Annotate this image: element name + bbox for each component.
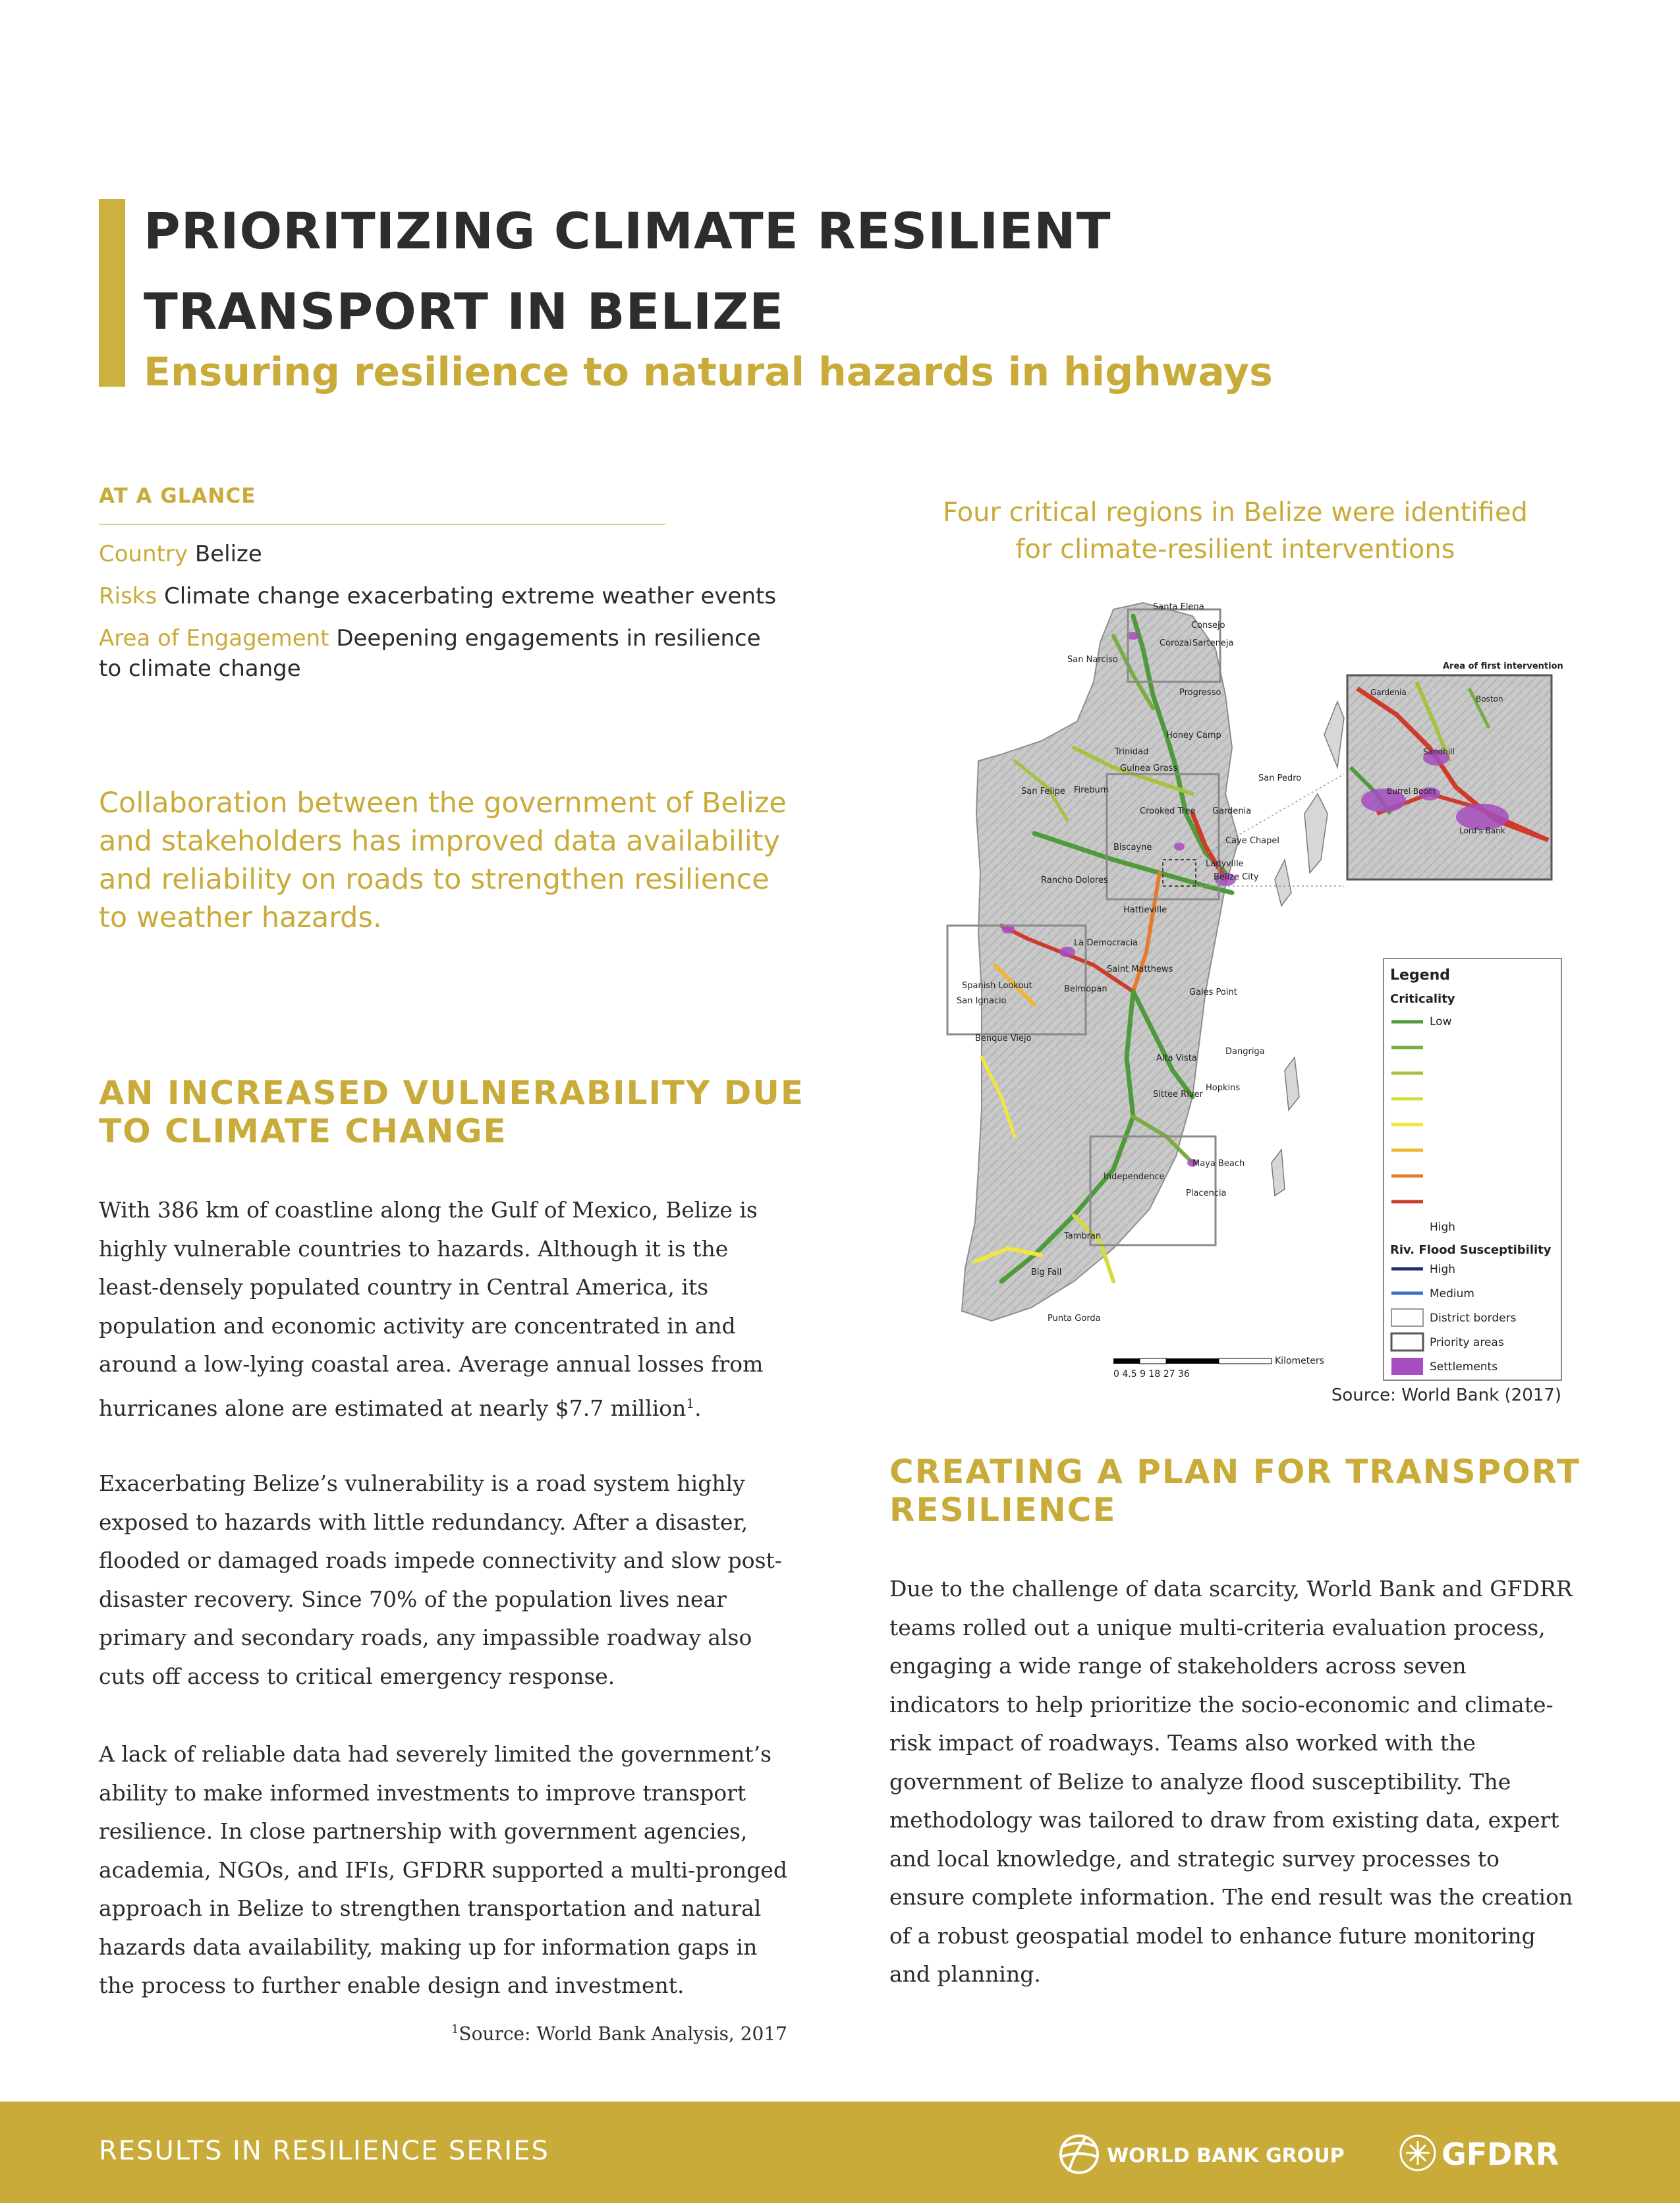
place-label: San Pedro — [1258, 773, 1302, 783]
callout-quote: Collaboration between the government of Belize and stakeholders has improved data availability and reliability on roads to strengthen resilience to weather hazards. — [99, 787, 787, 934]
glance-row-engagement — [99, 623, 777, 684]
section2-paragraph-1: Due to the challenge of data scarcity, World Bank and GFDRR teams rolled out a unique multi-criteria evaluation process, engaging a wide range of stakeholders across seven indicators to help prioritize the socio-economic and climate-risk impact of roadways. Teams also worked with the government of Belize to analyze flood susceptibility. The methodology was tailored to draw from existing data, expert and local knowledge, and strategic survey processes to ensure complete information. The end result was the creation of a robust geospatial model to enhance future monitoring and planning. — [889, 1576, 1573, 1987]
inset-place-label: Burrel Boom — [1387, 787, 1436, 796]
paragraph-text: With 386 km of coastline along the Gulf of Mexico, Belize is highly vulnerable countries to hazards. Although it is the least-densely populated country in Central America, its population and economic activity are concentrated in and around a low-lying coastal area. Average annual losses from hurricanes alone are estimated at nearly $7.7 million — [99, 1197, 764, 1421]
place-label: Biscayne — [1113, 843, 1152, 852]
section-heading-plan: CREATING A PLAN FOR TRANSPORT RESILIENCE — [889, 1453, 1581, 1529]
footnote-marker: 1 — [686, 1395, 695, 1411]
place-label: Benque Viejo — [975, 1034, 1032, 1044]
district-swatch — [1391, 1309, 1423, 1326]
place-label: Caye Chapel — [1225, 836, 1280, 846]
place-label: Trinidad — [1115, 747, 1149, 757]
map-caption-line-2: for climate-resilient interventions — [1015, 534, 1455, 565]
place-label: La Democracia — [1074, 938, 1138, 948]
section-heading-vulnerability: AN INCREASED VULNERABILITY DUE TO CLIMATE CHANGE — [99, 1074, 805, 1150]
legend-criticality-title: Criticality — [1390, 992, 1455, 1006]
place-label: Punta Gorda — [1048, 1314, 1101, 1324]
inset-place-label: Lord's Bank — [1459, 826, 1505, 835]
gfdrr-logo — [1397, 2128, 1594, 2181]
place-label: Tambran — [1064, 1231, 1102, 1241]
map-legend — [1384, 959, 1561, 1380]
page-title — [144, 191, 1395, 352]
paragraph-end: . — [694, 1395, 702, 1421]
gfdrr-wordmark: GFDRR — [1442, 2136, 1559, 2172]
place-label: Sarteneja — [1192, 638, 1234, 648]
place-label: Independence — [1104, 1172, 1165, 1182]
place-label: San Felipe — [1021, 787, 1065, 796]
footnote-text: Source: World Bank Analysis, 2017 — [459, 2022, 787, 2045]
inset-title: Area of first intervention — [1443, 661, 1563, 671]
legend-high: High — [1430, 1221, 1456, 1234]
glance-value: Climate change exacerbating extreme weather events — [164, 583, 777, 609]
footnote-marker: 1 — [451, 2022, 459, 2036]
place-label: Santa Elena — [1153, 602, 1204, 612]
title-line-2: TRANSPORT IN BELIZE — [144, 282, 785, 341]
footnote — [428, 2022, 787, 2044]
section1-paragraph-2: Exacerbating Belize’s vulnerability is a road system highly exposed to hazards with little redundancy. After a disaster, flooded or damaged roads impede connectivity and slow post-disaster recovery. Since 70% of the population lives near primary and secondary roads, any impassible roadway also cuts off access to critical emergency response. — [99, 1470, 782, 1689]
section1-paragraph-1 — [99, 1191, 791, 1428]
place-label: San Ignacio — [957, 996, 1007, 1006]
inset-place-label: Sandhill — [1423, 747, 1455, 756]
title-line-1: PRIORITIZING CLIMATE RESILIENT — [144, 202, 1111, 260]
priority-swatch — [1391, 1333, 1423, 1351]
wbg-wordmark: WORLD BANK GROUP — [1107, 2144, 1345, 2167]
place-label: Belmopan — [1064, 984, 1107, 994]
place-label: Rancho Dolores — [1041, 876, 1108, 885]
globe-icon — [1061, 2136, 1098, 2173]
legend-priority: Priority areas — [1430, 1336, 1504, 1349]
map-source: Source: World Bank (2017) — [1331, 1385, 1561, 1405]
place-label: Belize City — [1214, 872, 1259, 882]
map-inset — [1347, 661, 1563, 879]
legend-low: Low — [1430, 1015, 1452, 1028]
place-label: Alta Vista — [1156, 1053, 1197, 1063]
glance-key: Area of Engagement — [99, 625, 329, 652]
title-accent-bar — [99, 199, 125, 387]
place-label: Hattieville — [1123, 905, 1167, 915]
place-label: Guinea Grass — [1120, 764, 1178, 773]
section1-paragraph-3: A lack of reliable data had severely limited the government’s ability to make informed investments to improve transport resilience. In close partnership with government agencies, academia, NGOs, and IFIs, GFDRR supported a multi-pronged approach in Belize to strengthen transportation and natural hazards data availability, making up for information gaps in the process to further enable design and investment. — [99, 1741, 788, 1998]
place-label: Corozal — [1160, 638, 1192, 648]
place-label: Saint Matthews — [1107, 964, 1173, 974]
place-label: Maya Beach — [1192, 1159, 1245, 1169]
place-label: Hopkins — [1206, 1083, 1241, 1093]
gfdrr-emblem-icon — [1401, 2136, 1435, 2170]
map-scale-bar — [1113, 1356, 1324, 1380]
scale-unit: Kilometers — [1275, 1356, 1324, 1366]
place-label: San Narciso — [1067, 655, 1118, 665]
belize-road-criticality-map — [916, 596, 1568, 1387]
place-label: Spanish Lookout — [962, 981, 1032, 991]
inset-place-label: Boston — [1476, 694, 1503, 704]
place-label: Consejo — [1191, 621, 1225, 630]
scale-numbers: 0 4.5 9 18 27 36 — [1113, 1369, 1190, 1380]
legend-flood-title: Riv. Flood Susceptibility — [1390, 1243, 1552, 1257]
place-label: Big Fall — [1031, 1268, 1062, 1277]
legend-settlements: Settlements — [1430, 1360, 1498, 1374]
place-label: Crooked Tree — [1140, 806, 1196, 816]
inset-place-label: Gardenia — [1370, 688, 1407, 697]
glance-key: Risks — [99, 583, 157, 609]
settlements-swatch — [1391, 1358, 1423, 1375]
place-label: Gales Point — [1189, 988, 1237, 997]
legend-flood-medium: Medium — [1430, 1287, 1474, 1300]
place-label: Progresso — [1179, 688, 1221, 698]
place-label: Honey Camp — [1166, 731, 1221, 740]
map-caption-line-1: Four critical regions in Belize were identified — [943, 497, 1528, 528]
series-title: RESULTS IN RESILIENCE SERIES — [99, 2136, 549, 2166]
place-label: Fireburn — [1074, 785, 1109, 795]
page-subtitle: Ensuring resilience to natural hazards in highways — [144, 349, 1273, 395]
at-a-glance-label: AT A GLANCE — [99, 484, 256, 508]
glance-value: Belize — [194, 541, 262, 567]
glance-key: Country — [99, 541, 188, 567]
place-label: Gardenia — [1212, 806, 1252, 816]
place-label: Dangriga — [1225, 1047, 1265, 1057]
place-label: Ladyville — [1206, 859, 1244, 869]
glance-value: Deepening engagements in resilience to climate change — [99, 625, 761, 682]
legend-flood-high: High — [1430, 1263, 1456, 1276]
map-caption — [856, 494, 1614, 568]
world-bank-group-logo — [1054, 2128, 1345, 2181]
place-label: Placencia — [1186, 1188, 1227, 1198]
glance-row-risks — [99, 581, 791, 611]
at-a-glance-divider — [99, 524, 665, 525]
belize-landmass — [962, 603, 1239, 1321]
legend-district: District borders — [1430, 1312, 1517, 1325]
legend-title: Legend — [1390, 967, 1451, 984]
glance-row-country — [99, 539, 791, 569]
place-label: Sittee River — [1153, 1090, 1203, 1100]
